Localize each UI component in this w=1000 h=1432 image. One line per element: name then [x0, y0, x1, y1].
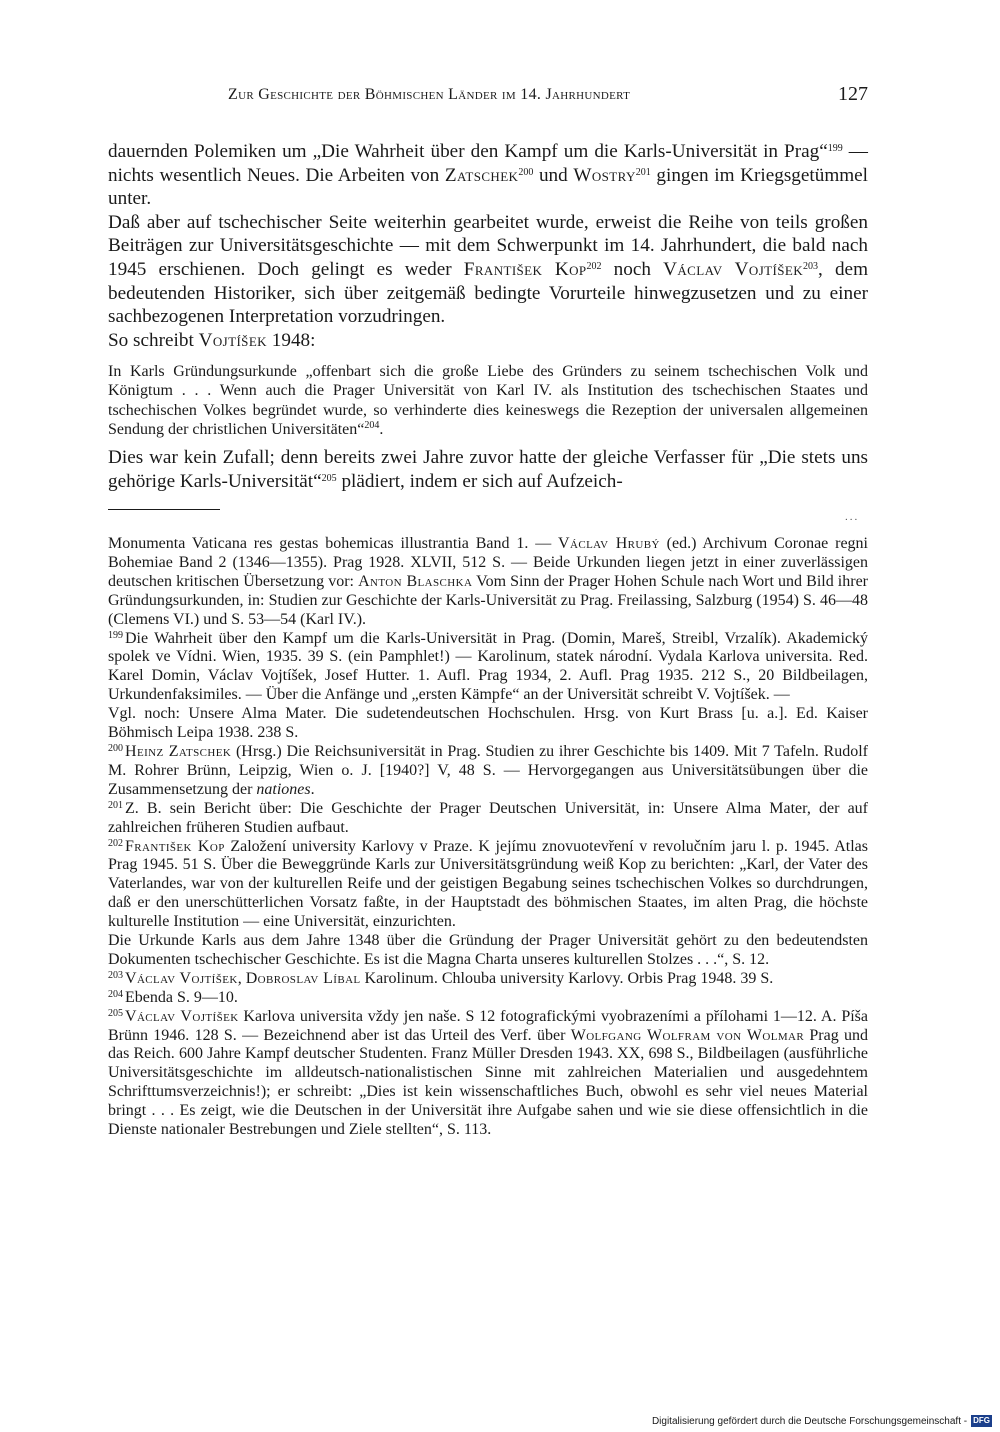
quote-text: In Karls Gründungsurkunde „offenbart sich die große Liebe des Gründers zu seinem tschechischen Volk und Königtum . . . Wenn auch die Prager Universität von Karl IV. als Institution des tschechischen Staates und tschechischen Volkes begründet wurde, so verhinderte dies keineswegs die Rezeption der universalen allgemeinen Sendung der christlichen Universitäten“ — [108, 363, 868, 439]
footnote-ref: 205 — [321, 472, 337, 484]
footnote-202-continued — [108, 932, 868, 970]
text-run: plädiert, indem er sich auf Aufzeich- — [336, 470, 623, 492]
text-run: — nichts wesentlich Neues. Die Arbeiten von — [108, 141, 868, 186]
credit-text: Digitalisierung gefördert durch die Deutsche Forschungsgemeinschaft - — [651, 1415, 968, 1427]
text-run: dauernden Polemiken um „Die Wahrheit über den Kampf um die Karls-Universität in Prag“ — [108, 141, 828, 162]
footnote-ref: 203 — [803, 260, 819, 272]
paragraph — [108, 211, 868, 329]
text-run: Prag und das Reich. 600 Jahre Kampf deutscher Studenten. Franz Müller Dresden 1943. XX, 698 S., Bildbeilagen (ausführliche Universitätsgeschichte im alldeutsch-nationalistischen Sinne mit zahlreichen Materialien und ausgedehntem Schrifttumsverzeichnis!); er schreibt: „Dies ist kein wissenschaftliches Buch, obwohl es sehr viel neues Material bringt . . . Es zeigt, wie die Deutschen in der Universität ihre Aufgabe sahen und wie sie diese offensichtlich in die Dienste nationaler Bestrebungen und Ziele stellten“, S. 113. — [108, 1026, 869, 1139]
footnote-ref: 200 — [518, 166, 534, 178]
text-run: , dem bedeutenden Historiker, sich über zeitgemäß bedingte Vorurteile hinwegzusetzen und zu einer sachbezogenen Interpretation vorzudringen. — [108, 258, 868, 328]
footnote-203 — [108, 970, 868, 989]
text-run: gingen im Kriegsgetümmel unter. — [108, 164, 869, 210]
text-run: Daß aber auf tschechischer Seite weiterhin gearbeitet wurde, erweist die Reihe von teils großen Beiträgen zur Universitätsgeschichte — mit dem Schwerpunkt im 14. Jahrhundert, die bald nach 1945 erschienen. Doch gelingt es weder — [108, 211, 868, 280]
author-name: Zatschek — [444, 164, 519, 186]
footnote-separator — [108, 509, 220, 510]
footnote-number: 201 — [108, 799, 123, 811]
footnote-199 — [108, 630, 868, 706]
text-run: Ebenda S. 9—10. — [125, 988, 238, 1006]
footnote-continued — [108, 535, 868, 630]
footnote-number: 199 — [108, 629, 123, 641]
text-run: Založení university Karlovy v Praze. K jejímu znovuotevření v revolučním jaru l. p. 1945. Atlas Prag 1945. 51 S. Über die Beweggründe Karls zur Universitätsgründung weiß Kop zu berichten: „Karl, der Vater des Vaterlandes, war von der kulturellen Reife und der geistigen Begabung seines tschechischen Volkes so durchdrungen, daß er den unerschütterlichen Vorsatz faßte, in der Hauptstadt des böhmischen Staates, im alten Prag, die höchste kulturelle Institution — eine Universität, einzurichten. — [108, 837, 868, 931]
text-run: . — [310, 780, 315, 798]
text-run: , — [237, 969, 246, 987]
block-quote — [108, 362, 868, 440]
author-name: Anton Blaschka — [358, 572, 473, 590]
footnote-ref: 201 — [635, 166, 651, 178]
main-text — [108, 140, 868, 352]
text-run: Karolinum. Chlouba university Karlovy. Orbis Prag 1948. 39 S. — [360, 969, 774, 987]
paragraph — [108, 140, 868, 211]
text-run: Monumenta Vaticana res gestas bohemicas illustrantia Band 1. — — [108, 535, 559, 552]
footnote-ref: 199 — [827, 143, 843, 154]
author-name: Václav Hrubý — [558, 535, 660, 552]
footnotes — [108, 535, 868, 1140]
footnote-ref: 202 — [586, 260, 602, 272]
footnote-continuation-marker: ... — [845, 511, 860, 523]
author-name: Václav Vojtíšek — [125, 1007, 239, 1025]
dfg-logo-icon[interactable]: DFG — [973, 1416, 990, 1425]
footnote-202 — [108, 838, 868, 933]
footnote-205 — [108, 1008, 868, 1140]
footnote-number: 200 — [108, 742, 123, 754]
author-name: Václav Vojtíšek — [663, 258, 804, 280]
text-run: Vgl. noch: Unsere Alma Mater. Die sudetendeutschen Hochschulen. Hrsg. von Kurt Brass [u. a.]. Ed. Kaiser Böhmisch Leipa 1938. 238 S. — [108, 705, 868, 742]
footnote-number: 202 — [108, 837, 123, 849]
text-run: Die Wahrheit über den Kampf um die Karls-Universität in Prag. (Domin, Mareš, Streibl, Vrzalík). Akademický spolek ve Vídni. Wien, 1935. 39 S. (ein Pamphlet!) — Karolinum, statek národní. Vydala Karlova universita. Red. Karel Domin, Václav Vojtíšek, Josef Hutter. 1. Aufl. Prag 1934, 2. Aufl. Prag 1935. 212 S., 20 Bildbeilagen, Urkundenfaksimiles. — Über die Anfänge und „ersten Kämpfe“ an der Universität schreibt V. Vojtíšek. — — [108, 629, 868, 704]
footnote-201 — [108, 800, 868, 838]
text-run: Vom Sinn der Prager Hohen Schule nach Wort und Bild ihrer Gründungsurkunden, in: Studien zur Geschichte der Karls-Universität zu Prag. Freilassing, Salzburg (1954) S. 46—48 (Clemens VI.) und S. 53—54 (Karl IV.). — [108, 572, 868, 628]
footnote-number: 204 — [108, 988, 123, 1000]
digitization-credit — [652, 1414, 992, 1428]
text-run: Z. B. sein Bericht über: Die Geschichte der Prager Deutschen Universität, in: Unsere Alma Mater, der auf zahlreichen früheren Studien aufbaut. — [108, 799, 868, 836]
main-text-continued — [108, 446, 868, 493]
page-number: 127 — [838, 83, 868, 105]
text-run: Dies war kein Zufall; denn bereits zwei Jahre zuvor hatte der gleiche Verfasser für „Die stets uns gehörige Karls-Universität“ — [108, 447, 868, 492]
footnote-number: 205 — [108, 1007, 123, 1019]
text-run: So schreibt — [108, 329, 199, 351]
running-header — [108, 83, 868, 112]
footnote-199-continued — [108, 705, 868, 743]
author-name: Václav Vojtíšek — [125, 969, 238, 987]
author-name: František Kop — [463, 258, 587, 280]
text-run: . — [379, 421, 384, 439]
footnote-204 — [108, 989, 868, 1008]
text-run: noch — [601, 258, 664, 280]
text-run: Die Urkunde Karls aus dem Jahre 1348 über die Gründung der Prager Universität gehört zu den bedeutendsten Dokumenten tschechischer Geschichte. Es ist die Magna Charta unseres kulturellen Stolzes . . .“, S. 12. — [108, 932, 868, 968]
author-name: Heinz Zatschek — [125, 742, 232, 760]
author-name: Wostry — [573, 164, 636, 186]
author-name: Dobroslav Líbal — [245, 969, 361, 987]
text-run: 1948: — [266, 329, 316, 351]
footnote-ref: 204 — [364, 420, 380, 432]
text-run: (Hrsg.) Die Reichsuniversität in Prag. Studien zu ihrer Geschichte bis 1409. Mit 7 Tafeln. Rudolf M. Rohrer Brünn, Leipzig, Wien o. J. [1940?] V, 48 S. — Hervorgegangen aus Universitätsübungen über die Zusammensetzung der — [108, 742, 869, 798]
author-name: Wolfgang Wolfram von Wolmar — [570, 1026, 805, 1044]
author-name: František Kop — [125, 837, 225, 855]
footnote-200 — [108, 743, 868, 800]
italic-term: nationes — [256, 780, 311, 798]
author-name: Vojtíšek — [198, 329, 267, 351]
running-title: Zur Geschichte der Böhmischen Länder im 14. Jahrhundert — [228, 86, 631, 103]
text-run: und — [533, 164, 574, 186]
text-run: (ed.) Archivum Coronae regni Bohemiae Band 2 (1346—1355). Prag 1928. XLVII, 512 S. — Beide Urkunden liegen jetzt in einer zuverlässigen deutschen kritischen Übersetzung vor: — [108, 535, 868, 590]
footnote-number: 203 — [108, 969, 123, 981]
paragraph — [108, 329, 868, 353]
text-run: Karlova universita vždy jen naše. S 12 fotografickými vyobrazeními a přílohami 1—12. A. Píša Brünn 1946. 128 S. — Bezeichnend aber ist das Urteil des Verf. über — [108, 1007, 868, 1044]
